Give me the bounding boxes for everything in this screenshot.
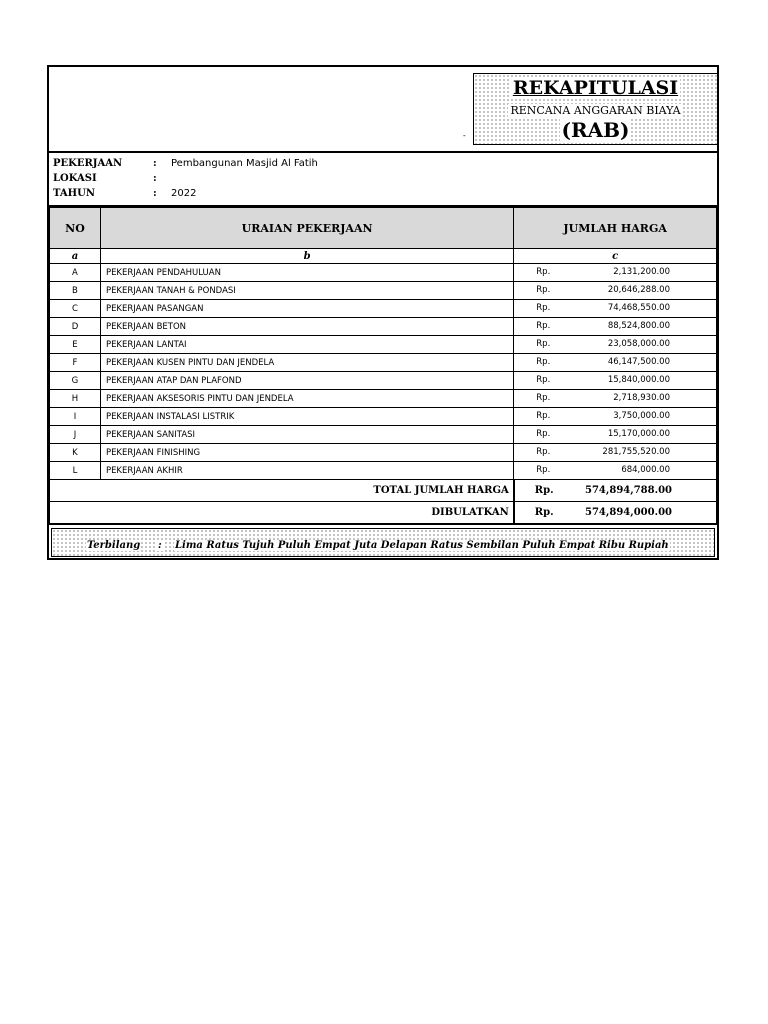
row-amount: 15,840,000.00: [607, 375, 670, 385]
row-price: [514, 372, 717, 390]
row-currency: Rp.: [536, 267, 551, 277]
row-currency: Rp.: [536, 339, 551, 349]
row-currency: Rp.: [536, 285, 551, 295]
row-no: L: [50, 462, 101, 480]
row-price: [514, 444, 717, 462]
row-name: PEKERJAAN AKHIR: [100, 462, 513, 480]
table-row: [50, 444, 717, 462]
row-no: A: [50, 264, 101, 282]
row-name: PEKERJAAN BETON: [100, 318, 513, 336]
rab-sheet: [47, 65, 719, 560]
row-price: [514, 282, 717, 300]
title-rekapitulasi: REKAPITULASI: [512, 77, 679, 99]
row-name: PEKERJAAN ATAP DAN PLAFOND: [100, 372, 513, 390]
table-row: [50, 408, 717, 426]
title-box: [473, 73, 717, 145]
row-price: [514, 354, 717, 372]
row-currency: Rp.: [536, 357, 551, 367]
terbilang-colon: :: [158, 540, 162, 551]
row-amount: 2,718,930.00: [613, 393, 670, 403]
row-name: PEKERJAAN LANTAI: [100, 336, 513, 354]
rounded-currency: Rp.: [534, 507, 554, 518]
rounded-label: DIBULATKAN: [50, 502, 514, 524]
row-currency: Rp.: [536, 303, 551, 313]
row-name: PEKERJAAN KUSEN PINTU DAN JENDELA: [100, 354, 513, 372]
table-row: [50, 264, 717, 282]
sheet-header: [49, 67, 717, 153]
row-name: PEKERJAAN PENDAHULUAN: [100, 264, 513, 282]
row-price: [514, 408, 717, 426]
row-price: [514, 300, 717, 318]
info-colon: :: [153, 173, 157, 184]
total-price: [514, 480, 717, 502]
total-label: TOTAL JUMLAH HARGA: [50, 480, 514, 502]
terbilang-label: Terbilang: [87, 540, 141, 551]
terbilang-text: Lima Ratus Tujuh Puluh Empat Juta Delapan Ratus Sembilan Puluh Empat Ribu Rupiah: [175, 540, 669, 551]
row-no: F: [50, 354, 101, 372]
rab-table: [49, 207, 717, 524]
table-body: [50, 264, 717, 480]
total-amount: 574,894,788.00: [585, 485, 672, 496]
row-price: [514, 390, 717, 408]
table-row: [50, 426, 717, 444]
table-row: [50, 372, 717, 390]
row-amount: 15,170,000.00: [607, 429, 670, 439]
total-row: [50, 480, 717, 502]
row-amount: 74,468,550.00: [607, 303, 670, 313]
header-uraian: URAIAN PEKERJAAN: [100, 208, 513, 249]
project-info: [49, 153, 717, 207]
row-amount: 3,750,000.00: [613, 411, 670, 421]
terbilang-box: [51, 528, 715, 557]
table-row: [50, 462, 717, 480]
row-amount: 684,000.00: [621, 465, 670, 475]
rounded-amount: 574,894,000.00: [585, 507, 672, 518]
info-value: Pembangunan Masjid Al Fatih: [171, 158, 318, 169]
subheader-b: b: [100, 249, 513, 264]
row-name: PEKERJAAN PASANGAN: [100, 300, 513, 318]
row-currency: Rp.: [536, 393, 551, 403]
row-price: [514, 318, 717, 336]
rounded-row: [50, 502, 717, 524]
row-name: PEKERJAAN AKSESORIS PINTU DAN JENDELA: [100, 390, 513, 408]
row-amount: 88,524,800.00: [607, 321, 670, 331]
row-no: J: [50, 426, 101, 444]
row-amount: 46,147,500.00: [607, 357, 670, 367]
row-name: PEKERJAAN TANAH & PONDASI: [100, 282, 513, 300]
row-no: G: [50, 372, 101, 390]
rounded-price: [514, 502, 717, 524]
row-no: B: [50, 282, 101, 300]
row-currency: Rp.: [536, 447, 551, 457]
row-currency: Rp.: [536, 321, 551, 331]
info-colon: :: [153, 188, 157, 199]
row-amount: 23,058,000.00: [607, 339, 670, 349]
row-name: PEKERJAAN FINISHING: [100, 444, 513, 462]
row-currency: Rp.: [536, 411, 551, 421]
subheader-c: c: [514, 249, 717, 264]
header-no: NO: [50, 208, 101, 249]
row-no: I: [50, 408, 101, 426]
info-label: LOKASI: [53, 173, 97, 184]
row-currency: Rp.: [536, 429, 551, 439]
table-subheader: [50, 249, 717, 264]
total-currency: Rp.: [534, 485, 554, 496]
row-currency: Rp.: [536, 375, 551, 385]
row-no: D: [50, 318, 101, 336]
info-value: 2022: [171, 188, 197, 199]
table-row: [50, 282, 717, 300]
row-name: PEKERJAAN INSTALASI LISTRIK: [100, 408, 513, 426]
row-price: [514, 426, 717, 444]
row-no: K: [50, 444, 101, 462]
row-price: [514, 336, 717, 354]
info-label: PEKERJAAN: [53, 158, 123, 169]
row-amount: 281,755,520.00: [602, 447, 670, 457]
row-no: E: [50, 336, 101, 354]
row-currency: Rp.: [536, 465, 551, 475]
header-jumlah: JUMLAH HARGA: [514, 208, 717, 249]
table-header: [50, 208, 717, 249]
table-row: [50, 300, 717, 318]
table-row: [50, 390, 717, 408]
title-subtitle: RENCANA ANGGARAN BIAYA: [510, 104, 681, 117]
terbilang-section: [49, 523, 717, 560]
table-row: [50, 336, 717, 354]
row-amount: 2,131,200.00: [613, 267, 670, 277]
row-price: [514, 264, 717, 282]
table-row: [50, 354, 717, 372]
row-no: C: [50, 300, 101, 318]
subheader-a: a: [50, 249, 101, 264]
header-mark: -: [463, 131, 466, 140]
info-colon: :: [153, 158, 157, 169]
row-price: [514, 462, 717, 480]
row-no: H: [50, 390, 101, 408]
title-rab: (RAB): [561, 118, 630, 142]
row-amount: 20,646,288.00: [607, 285, 670, 295]
info-label: TAHUN: [53, 188, 95, 199]
table-row: [50, 318, 717, 336]
row-name: PEKERJAAN SANITASI: [100, 426, 513, 444]
